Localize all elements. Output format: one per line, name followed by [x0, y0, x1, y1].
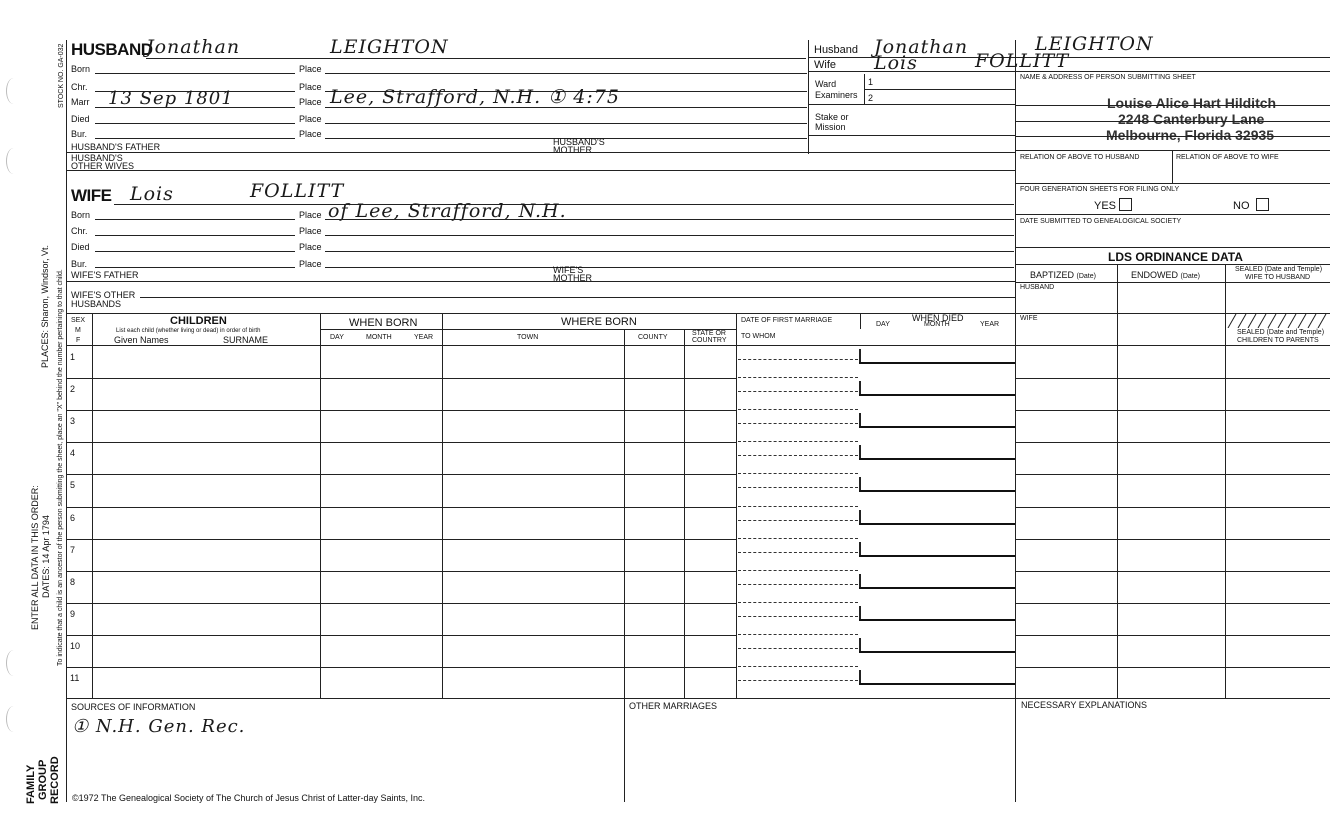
relation-husband-label: RELATION OF ABOVE TO HUSBAND — [1020, 154, 1140, 161]
four-gen-label: FOUR GENERATION SHEETS FOR FILING ONLY — [1020, 186, 1180, 193]
stake-line[interactable] — [808, 135, 1015, 136]
died-month-label: MONTH — [924, 321, 950, 328]
ancestor-note: To indicate that a child is an ancestor of the person submitting the sheet, place an "X" behind the number pertaining to that child. — [57, 269, 64, 666]
when-died-line[interactable] — [859, 426, 1015, 428]
died-bracket — [859, 349, 861, 363]
marriage-date-line[interactable] — [738, 616, 858, 617]
examiner-1-line[interactable] — [864, 89, 1015, 90]
yes-checkbox[interactable] — [1119, 198, 1132, 211]
wife-died-place-label: Place — [299, 242, 322, 252]
wife-mother-label-2: MOTHER — [553, 273, 592, 283]
punch-hole — [6, 650, 21, 676]
when-born-subline — [320, 329, 736, 330]
baptized-date-note: (Date) — [1076, 273, 1096, 280]
examiner-2-line[interactable] — [808, 104, 1015, 105]
wife-born-label: Born — [71, 210, 91, 220]
child-row-line — [66, 378, 736, 379]
wife-chr-place-line[interactable] — [325, 235, 1014, 236]
child-row-number: 6 — [70, 512, 76, 523]
wife-other-husbands-2: HUSBANDS — [71, 299, 122, 309]
child-row-line — [66, 603, 736, 604]
explanations-label: NECESSARY EXPLANATIONS — [1021, 700, 1148, 710]
wife-chr-label: Chr. — [71, 226, 88, 236]
husband-mother-label-2: MOTHER — [553, 145, 592, 155]
baptized-text: BAPTIZED — [1030, 270, 1075, 280]
child-row-number: 7 — [70, 544, 76, 555]
lds-row-line — [1015, 603, 1330, 604]
husband-died-place-line[interactable] — [325, 123, 807, 124]
husband-died-label: Died — [71, 114, 90, 124]
to-whom-line[interactable] — [738, 409, 858, 410]
when-born-divider-left — [320, 313, 321, 698]
to-whom-line[interactable] — [738, 506, 858, 507]
right-divider — [1015, 40, 1016, 802]
died-bracket — [859, 638, 861, 652]
marriage-date-line[interactable] — [738, 359, 858, 360]
husband-marr-line[interactable] — [95, 107, 295, 108]
died-bracket — [859, 381, 861, 395]
marriage-date-line[interactable] — [738, 584, 858, 585]
to-whom-line[interactable] — [738, 570, 858, 571]
county-divider — [624, 329, 625, 698]
when-died-line[interactable] — [859, 619, 1015, 621]
sex-f: F — [76, 337, 81, 344]
sealed-children-1: SEALED (Date and Temple) — [1237, 329, 1325, 336]
baptized-label — [1030, 270, 1096, 282]
wife-bur-place-label: Place — [299, 259, 322, 269]
child-row-line — [66, 410, 736, 411]
punch-hole — [6, 78, 21, 104]
child-row-line — [66, 474, 736, 475]
wife-surname[interactable]: FOLLITT — [250, 180, 345, 202]
endowed-label — [1131, 270, 1200, 282]
lds-row-line — [1015, 507, 1330, 508]
when-died-line[interactable] — [859, 394, 1015, 396]
lds-divider-2 — [1225, 264, 1226, 346]
sex-divider — [92, 313, 93, 698]
examiner-1: 1 — [868, 77, 874, 87]
died-bracket — [859, 574, 861, 588]
children-header-bottom — [66, 345, 1330, 346]
bottom-section-line — [66, 698, 1330, 699]
to-whom-line[interactable] — [738, 377, 858, 378]
when-died-line[interactable] — [859, 362, 1015, 364]
lds-row-line — [1015, 474, 1330, 475]
stake-label: Stake or — [815, 112, 849, 122]
county-label: COUNTY — [638, 334, 668, 341]
child-row-line — [66, 442, 736, 443]
marriage-divider — [736, 313, 737, 698]
when-died-line[interactable] — [859, 587, 1015, 589]
husband-born-place-label: Place — [299, 64, 322, 74]
marriage-date-line[interactable] — [738, 648, 858, 649]
lds-row-line — [1015, 667, 1330, 668]
child-row-number: 11 — [70, 673, 80, 683]
marriage-date-line[interactable] — [738, 552, 858, 553]
sources-label: SOURCES OF INFORMATION — [71, 702, 196, 712]
husband-bur-label: Bur. — [71, 129, 88, 139]
child-row-number: 2 — [70, 384, 76, 395]
where-born-divider-left — [442, 313, 443, 698]
husband-born-place-line[interactable] — [325, 73, 807, 74]
marriage-date-line[interactable] — [738, 487, 858, 488]
wife-bur-line[interactable] — [95, 267, 295, 268]
to-whom-line[interactable] — [738, 538, 858, 539]
born-month-label: MONTH — [366, 334, 392, 341]
rh-husband-name[interactable]: Jonathan — [874, 36, 969, 58]
wife-born-place-line[interactable] — [325, 219, 1014, 220]
child-row-number: 9 — [70, 608, 76, 619]
husband-born-line[interactable] — [95, 73, 295, 74]
child-row-line — [66, 539, 736, 540]
to-whom-line[interactable] — [738, 602, 858, 603]
lds-row-line — [1015, 378, 1330, 379]
when-died-line[interactable] — [859, 490, 1015, 492]
copyright: ©1972 The Genealogical Society of The Church of Jesus Christ of Latter-day Saints, Inc. — [72, 793, 425, 803]
ward-label: Ward — [815, 79, 837, 89]
died-year-label: YEAR — [980, 321, 1000, 328]
other-marriages-label: OTHER MARRIAGES — [629, 701, 718, 711]
husband-mother-label-1: HUSBAND'S — [553, 137, 605, 147]
child-row-number: 8 — [70, 576, 76, 587]
wife-given-name[interactable]: Lois — [130, 183, 174, 205]
child-row-number: 5 — [70, 480, 76, 491]
sealed-label-1: SEALED (Date and Temple) — [1235, 266, 1323, 273]
submitter-name[interactable]: Louise Alice Hart Hilditch — [1107, 95, 1277, 111]
wife-bur-place-line[interactable] — [325, 267, 1014, 268]
other-marriages-divider — [624, 698, 625, 802]
rh-line-2 — [808, 71, 1330, 72]
husband-marr-label: Marr — [71, 97, 90, 107]
lds-row-line — [1015, 442, 1330, 443]
died-bracket — [859, 606, 861, 620]
endowed-date-note: (Date) — [1180, 273, 1200, 280]
examiners-label: Examiners — [815, 90, 858, 100]
date-submitted-line[interactable] — [1015, 247, 1330, 248]
no-checkbox[interactable] — [1256, 198, 1269, 211]
husband-father-line[interactable] — [66, 152, 1015, 153]
group-label: GROUP — [37, 759, 49, 800]
died-bracket — [859, 445, 861, 459]
sources-entry[interactable]: ① N.H. Gen. Rec. — [72, 716, 246, 737]
marriage-date-line[interactable] — [738, 423, 858, 424]
wife-father-line[interactable] — [66, 281, 1015, 282]
to-whom-line[interactable] — [738, 473, 858, 474]
child-row-number: 4 — [70, 448, 76, 459]
no-label: NO — [1233, 200, 1250, 212]
child-row-line — [66, 571, 736, 572]
hatched-cell — [1226, 314, 1330, 328]
lds-title-line — [1015, 264, 1330, 265]
mission-label: Mission — [815, 122, 846, 132]
died-bracket — [859, 477, 861, 491]
lds-col-2 — [1225, 346, 1226, 698]
wife-other-husbands-line[interactable] — [140, 297, 1015, 298]
child-row-number: 10 — [70, 640, 81, 651]
wife-born-place-label: Place — [299, 210, 322, 220]
sealed-label-2: WIFE TO HUSBAND — [1245, 274, 1311, 281]
rh-wife-label: Wife — [814, 59, 836, 71]
died-day-label: DAY — [876, 321, 890, 328]
four-gen-bottom-line — [1015, 214, 1330, 215]
rh-husband-surname[interactable]: LEIGHTON — [1035, 33, 1154, 55]
when-died-line[interactable] — [859, 683, 1015, 685]
submitter-label: NAME & ADDRESS OF PERSON SUBMITTING SHEET — [1020, 74, 1196, 81]
child-row-number: 3 — [70, 416, 76, 427]
husband-died-line[interactable] — [95, 123, 295, 124]
husband-bur-place-label: Place — [299, 129, 322, 139]
husband-chr-place-label: Place — [299, 82, 322, 92]
lds-wife-label: WIFE — [1020, 315, 1038, 322]
lds-row-line — [1015, 571, 1330, 572]
places-note: PLACES: Sharon, Windsor, Vt. — [40, 244, 50, 368]
wife-died-place-line[interactable] — [325, 251, 1014, 252]
state-divider — [684, 329, 685, 698]
child-row-line — [66, 635, 736, 636]
husband-given-name[interactable]: Jonathan — [146, 36, 241, 58]
submitter-city[interactable]: Melbourne, Florida 32935 — [1106, 127, 1275, 143]
child-row-line — [66, 667, 736, 668]
wife-chr-place-label: Place — [299, 226, 322, 236]
when-died-line[interactable] — [859, 458, 1015, 460]
family-label: FAMILY — [25, 764, 37, 804]
husband-other-wives-line[interactable] — [66, 170, 1015, 171]
to-whom-label: TO WHOM — [741, 333, 776, 340]
examiner-2: 2 — [868, 93, 874, 103]
lds-divider-1 — [1117, 264, 1118, 346]
husband-other-wives-1: HUSBAND'S — [71, 153, 123, 163]
children-title: CHILDREN — [170, 315, 227, 327]
husband-bur-line[interactable] — [95, 138, 295, 139]
town-label: TOWN — [517, 334, 539, 341]
lds-row-line — [1015, 410, 1330, 411]
sealed-children-2: CHILDREN TO PARENTS — [1237, 337, 1319, 344]
lds-husband-label: HUSBAND — [1020, 284, 1055, 291]
first-marriage-label: DATE OF FIRST MARRIAGE — [741, 317, 833, 324]
to-whom-line[interactable] — [738, 634, 858, 635]
state-label-1: STATE OR — [692, 330, 726, 337]
children-note: List each child (whether living or dead) in order of birth — [116, 328, 261, 334]
wife-title: WIFE — [71, 186, 112, 205]
rh-husband-label: Husband — [814, 44, 859, 56]
relation-divider — [1172, 150, 1173, 183]
husband-title: HUSBAND — [71, 40, 153, 59]
died-bracket — [859, 542, 861, 556]
marriage-date-line[interactable] — [738, 520, 858, 521]
lds-row-line — [1015, 539, 1330, 540]
husband-marr-place[interactable]: Lee, Strafford, N.H. ① 4:75 — [330, 86, 620, 108]
husband-marr-place-label: Place — [299, 97, 322, 107]
husband-chr-label: Chr. — [71, 82, 88, 92]
when-died-line[interactable] — [859, 555, 1015, 557]
lds-col-1 — [1117, 346, 1118, 698]
lds-row-line — [1015, 635, 1330, 636]
marriage-date-line[interactable] — [738, 391, 858, 392]
when-died-label: WHEN DIED — [912, 313, 964, 323]
born-year-label: YEAR — [414, 334, 434, 341]
wife-chr-line[interactable] — [95, 235, 295, 236]
punch-hole — [6, 706, 21, 732]
when-died-line[interactable] — [859, 651, 1015, 653]
husband-father-label: HUSBAND'S FATHER — [71, 142, 161, 152]
submitter-line-1 — [1015, 105, 1330, 106]
husband-born-label: Born — [71, 64, 91, 74]
wife-born-line[interactable] — [95, 219, 295, 220]
date-submitted-label: DATE SUBMITTED TO GENEALOGICAL SOCIETY — [1020, 218, 1182, 225]
punch-hole — [6, 148, 21, 174]
wife-father-label: WIFE'S FATHER — [71, 270, 139, 280]
to-whom-line[interactable] — [738, 666, 858, 667]
left-border — [66, 40, 67, 802]
child-row-line — [66, 507, 736, 508]
relation-wife-label: RELATION OF ABOVE TO WIFE — [1176, 154, 1279, 161]
marriage-date-line[interactable] — [738, 455, 858, 456]
to-whom-line[interactable] — [738, 441, 858, 442]
relation-bottom-line — [1015, 183, 1330, 184]
born-day-label: DAY — [330, 334, 344, 341]
yes-label: YES — [1094, 200, 1117, 212]
lds-title: LDS ORDINANCE DATA — [1108, 250, 1243, 264]
submitter-street[interactable]: 2248 Canterbury Lane — [1118, 111, 1265, 127]
children-top-line — [66, 313, 1330, 314]
when-died-line[interactable] — [859, 523, 1015, 525]
died-bracket — [859, 413, 861, 427]
submitter-line-2 — [1015, 121, 1330, 122]
endowed-text: ENDOWED — [1131, 270, 1178, 280]
husband-name-line — [146, 58, 806, 59]
rh-wife-name[interactable]: Lois — [874, 52, 918, 74]
wife-mother-label-1: WIFE'S — [553, 265, 584, 275]
child-row-number: 1 — [70, 352, 76, 362]
wife-born-place[interactable]: of Lee, Strafford, N.H. — [328, 200, 567, 222]
marriage-date-line[interactable] — [738, 680, 858, 681]
record-label: RECORD — [49, 756, 61, 804]
wife-died-line[interactable] — [95, 251, 295, 252]
husband-died-place-label: Place — [299, 114, 322, 124]
wife-died-label: Died — [71, 242, 90, 252]
died-bracket — [859, 670, 861, 684]
lds-header-line — [1015, 282, 1330, 283]
submitter-line-3 — [1015, 136, 1330, 137]
where-born-label: WHERE BORN — [561, 316, 637, 328]
stock-number: STOCK NO. GA-032 — [58, 43, 65, 108]
died-divider — [860, 313, 861, 329]
given-names-label: Given Names — [114, 335, 169, 345]
husband-surname[interactable]: LEIGHTON — [330, 36, 449, 58]
husband-marr-date[interactable]: 13 Sep 1801 — [108, 88, 234, 109]
dates-note: DATES: 14 Apr 1794 — [41, 515, 51, 598]
wife-other-husbands-1: WIFE'S OTHER — [71, 290, 136, 300]
wife-bur-label: Bur. — [71, 259, 88, 269]
state-label-2: COUNTRY — [692, 337, 727, 344]
rh-wife-surname[interactable]: FOLLITT — [975, 50, 1070, 72]
husband-other-wives-2: OTHER WIVES — [71, 161, 135, 171]
surname-label: SURNAME — [223, 335, 269, 345]
husband-marr-place-line[interactable] — [325, 107, 807, 108]
when-born-label: WHEN BORN — [349, 317, 418, 329]
sex-label: SEX — [71, 317, 86, 324]
enter-data-note: ENTER ALL DATA IN THIS ORDER: — [30, 485, 40, 630]
sex-m: M — [75, 327, 81, 334]
died-bracket — [859, 510, 861, 524]
